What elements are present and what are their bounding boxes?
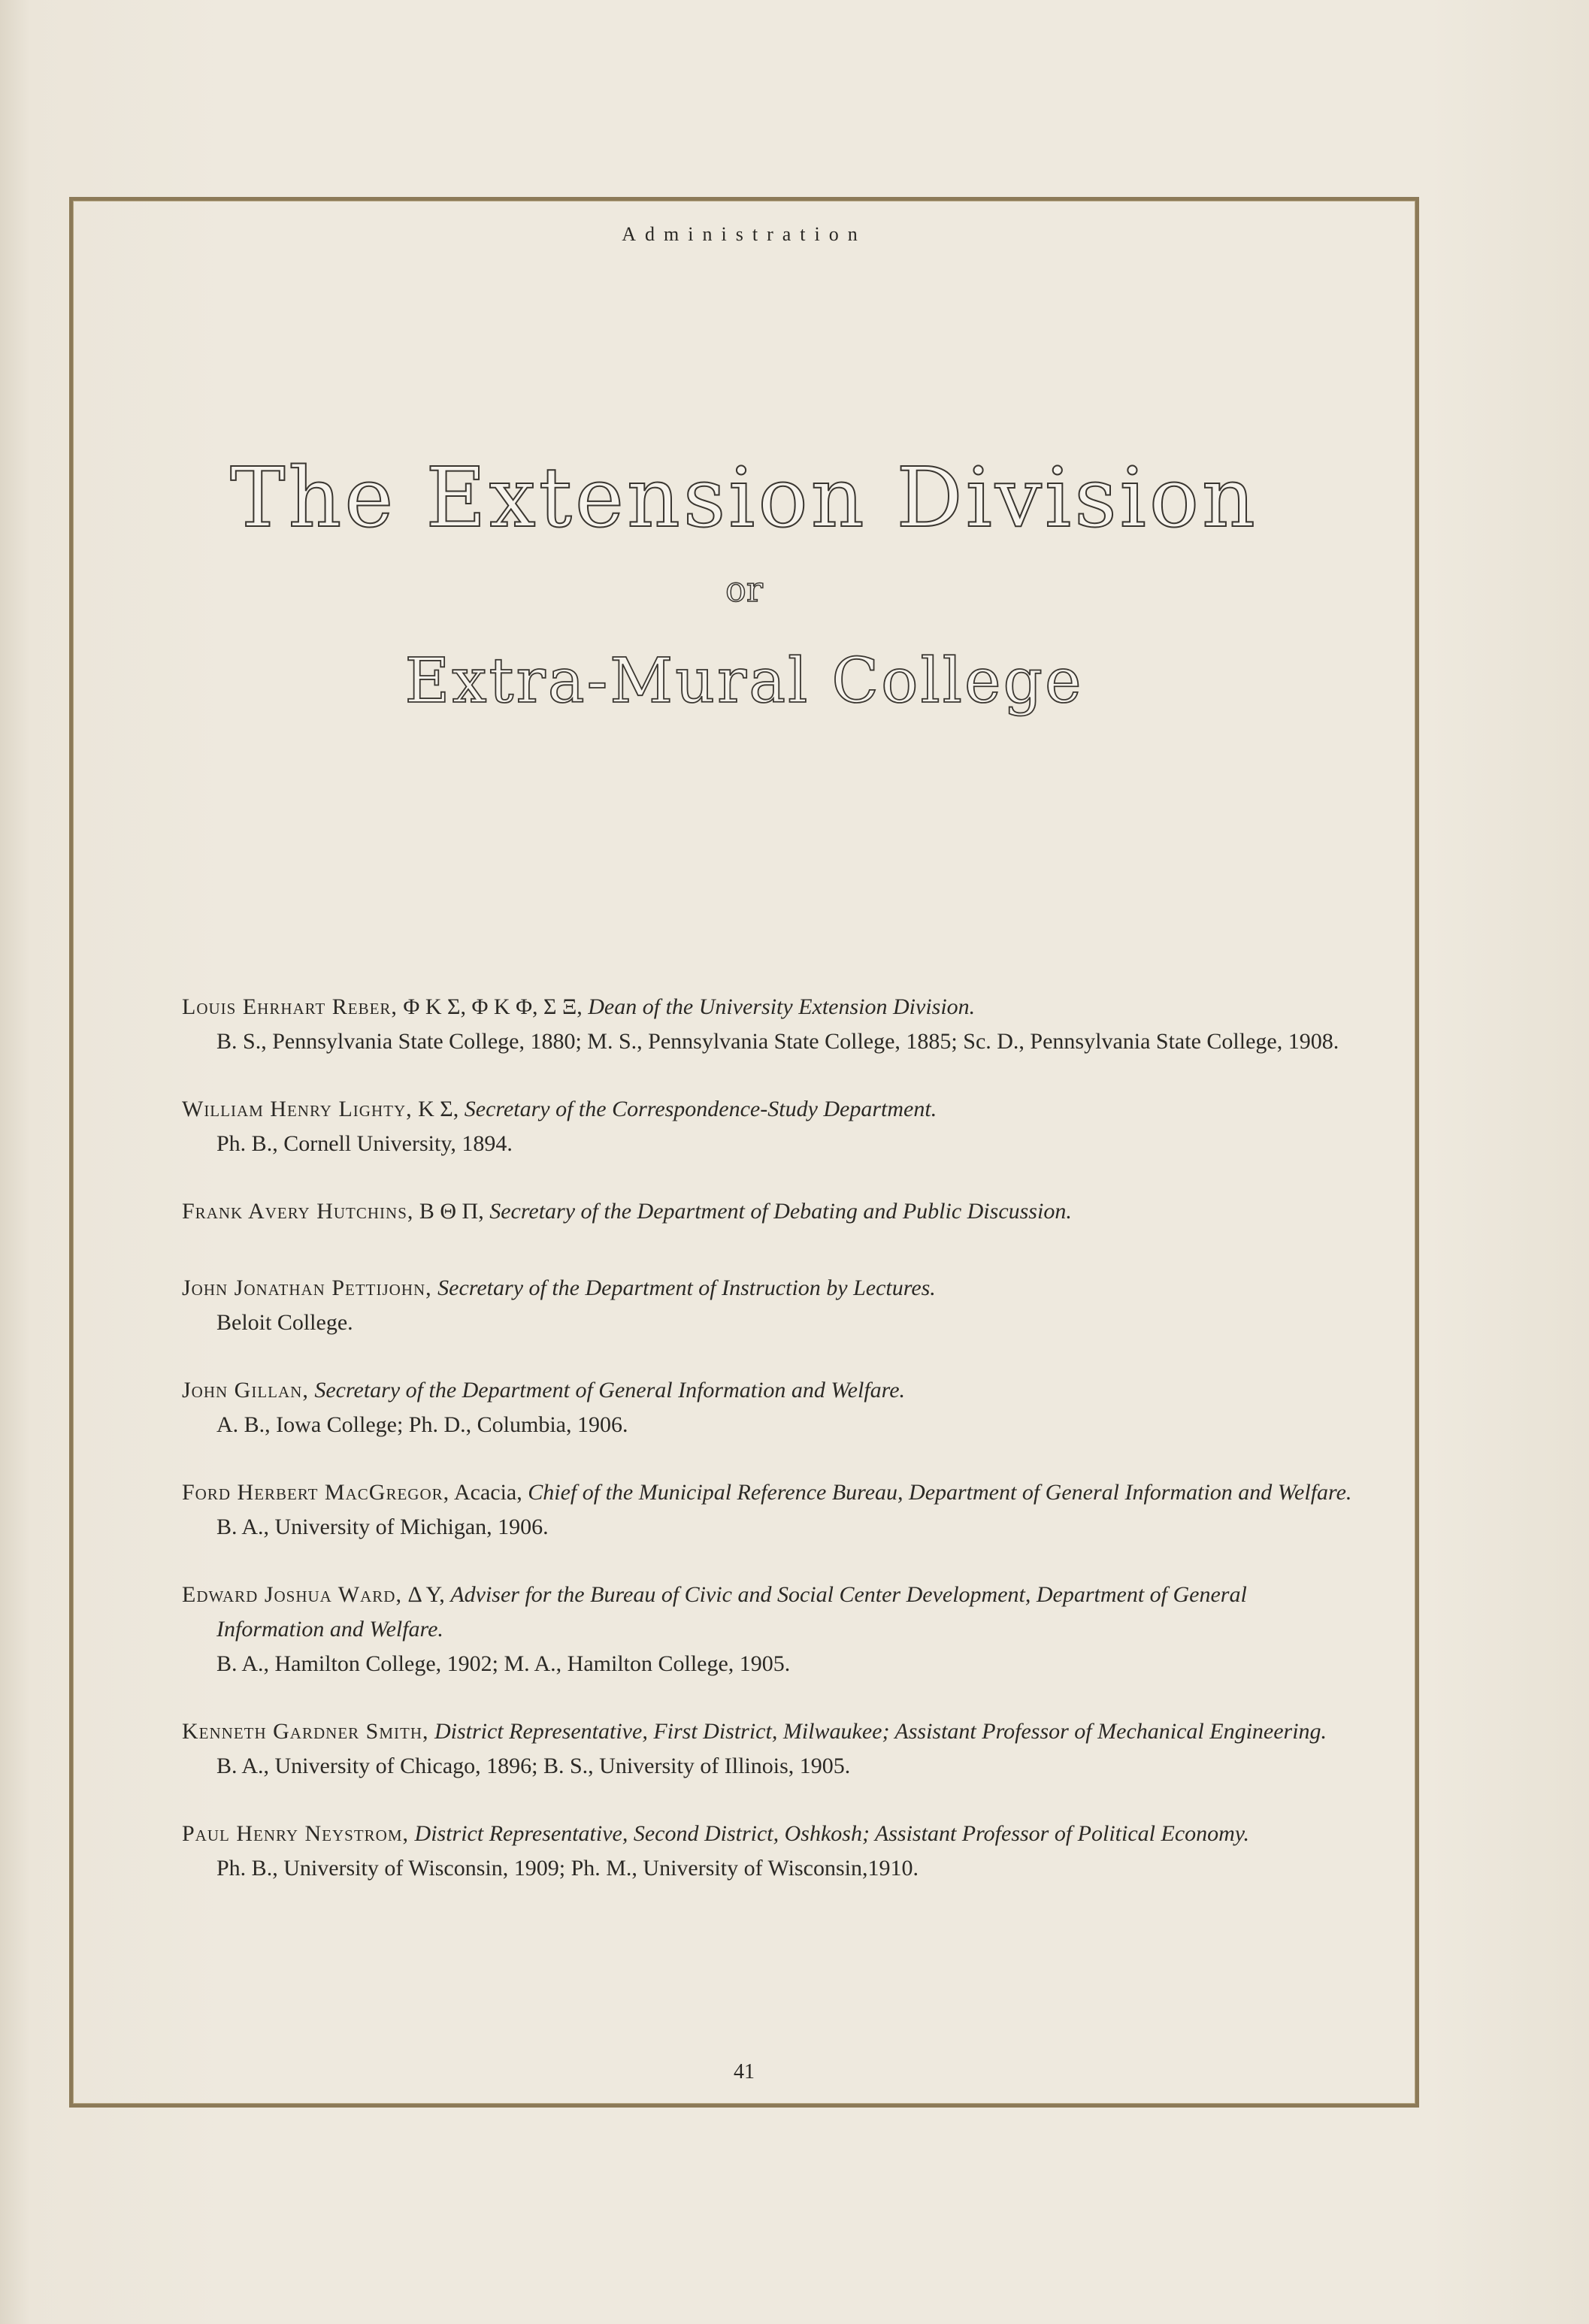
staff-entry — [182, 1475, 1354, 1545]
staff-heading — [182, 1373, 1354, 1408]
staff-entry — [182, 1092, 1354, 1161]
staff-degrees: A. B., Iowa College; Ph. D., Columbia, 1906. — [216, 1412, 628, 1437]
staff-name: John Jonathan Pettijohn, — [182, 1275, 432, 1300]
staff-entry — [182, 1271, 1354, 1340]
staff-fraternity: Δ Υ, — [401, 1582, 445, 1607]
staff-name: William Henry Lighty, — [182, 1097, 413, 1121]
staff-heading — [182, 1092, 1354, 1127]
staff-entry — [182, 1373, 1354, 1442]
staff-heading — [182, 1271, 1354, 1306]
staff-entry — [182, 1817, 1354, 1886]
staff-fraternity: Acacia, — [449, 1480, 522, 1505]
staff-heading — [182, 1194, 1354, 1229]
staff-degrees: Ph. B., University of Wisconsin, 1909; Ph. M., University of Wisconsin,1910. — [216, 1856, 919, 1881]
staff-title: Adviser for the Bureau of Civic and Social Center Development, Department of General Information and Welfare. — [216, 1582, 1247, 1642]
staff-degrees: Beloit College. — [216, 1310, 353, 1335]
staff-name: Kenneth Gardner Smith, — [182, 1719, 429, 1744]
page-number: 41 — [734, 2060, 755, 2083]
staff-title: Secretary of the Department of Debating and Public Discussion. — [483, 1199, 1072, 1224]
staff-fraternity: Β Θ Π, — [413, 1199, 484, 1224]
staff-entry — [182, 1714, 1354, 1784]
staff-title: Secretary of the Correspondence-Study Department. — [459, 1097, 937, 1121]
staff-entry — [182, 1194, 1354, 1229]
staff-entry — [182, 990, 1354, 1059]
page-title: The Extension Division — [230, 449, 1258, 546]
staff-degrees: B. A., University of Michigan, 1906. — [216, 1515, 549, 1539]
title-conjunction: or — [725, 569, 763, 610]
staff-title: Secretary of the Department of Instruction by Lectures. — [431, 1275, 936, 1300]
staff-title: Chief of the Municipal Reference Bureau, Department of General Information and Welfare. — [522, 1480, 1352, 1505]
staff-name: Louis Ehrhart Reber, — [182, 994, 398, 1019]
staff-name: Ford Herbert MacGregor, — [182, 1480, 450, 1505]
staff-degrees: B. A., University of Chicago, 1896; B. S., University of Illinois, 1905. — [216, 1754, 851, 1778]
staff-name: John Gillan, — [182, 1378, 309, 1403]
staff-title: District Representative, First District, Milwaukee; Assistant Professor of Mechanical Engineering. — [428, 1719, 1327, 1744]
staff-heading — [182, 1475, 1354, 1510]
staff-heading — [182, 990, 1354, 1024]
staff-fraternity: Φ Κ Σ, Φ Κ Φ, Σ Ξ, — [397, 994, 583, 1019]
staff-list — [182, 794, 1354, 1886]
staff-title: Dean of the University Extension Division. — [582, 994, 976, 1019]
staff-degrees: Ph. B., Cornell University, 1894. — [216, 1131, 513, 1156]
staff-entry — [182, 1578, 1354, 1681]
staff-degrees: B. S., Pennsylvania State College, 1880; M. S., Pennsylvania State College, 1885; Sc. D., Pennsylvania State College, 1908. — [216, 1029, 1339, 1054]
staff-heading — [182, 1578, 1354, 1647]
staff-heading — [182, 1714, 1354, 1749]
staff-name: Edward Joshua Ward, — [182, 1582, 402, 1607]
staff-title: Secretary of the Department of General Information and Welfare. — [308, 1378, 906, 1403]
staff-fraternity: Κ Σ, — [412, 1097, 459, 1121]
section-label: Administration — [622, 223, 867, 245]
page-border-frame — [69, 197, 1419, 2108]
page-subtitle: Extra-Mural College — [404, 646, 1084, 717]
staff-heading — [182, 1817, 1354, 1851]
staff-name: Frank Avery Hutchins, — [182, 1199, 414, 1224]
staff-title: District Representative, Second District, Oshkosh; Assistant Professor of Political Economy. — [409, 1821, 1249, 1846]
staff-name: Paul Henry Neystrom, — [182, 1821, 410, 1846]
staff-degrees: B. A., Hamilton College, 1902; M. A., Hamilton College, 1905. — [216, 1651, 791, 1676]
